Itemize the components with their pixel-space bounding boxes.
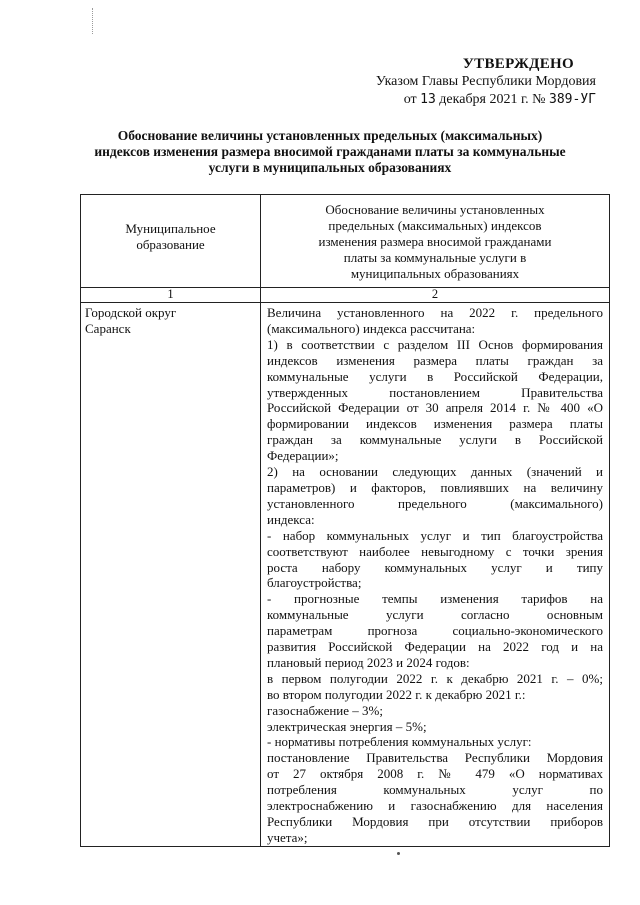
justification-line: индексов изменения размера платы граждан за [267,352,603,368]
justification-line: формировании индексов изменения размера платы [267,416,603,432]
decree-number: 389-УГ [549,92,596,107]
approval-date [376,91,596,109]
justification-line: во втором полугодии 2022 г. к декабрю 2021 г.: [267,686,526,702]
justification-line: плановый период 2023 и 2024 годов: [267,654,470,670]
scan-artifact [92,8,95,34]
justification-line: коммунальные услуги согласно основным [267,607,603,623]
justification-text [267,305,603,846]
justification-line: параметров) и факторов, повлиявших на величину [267,479,603,495]
justification-line: электроснабжению и газоснабжению для населения [267,798,603,814]
column-number-row [81,288,610,303]
justification-line: Величина установленного на 2022 г. предельного [267,305,603,320]
document-title [70,128,590,176]
justification-line: - набор коммунальных услуг и тип благоустройства [267,527,603,543]
justification-line: потребления коммунальных услуг по [267,782,603,798]
table-header-row [81,195,610,288]
header-justification [261,195,610,288]
approval-decree: Указом Главы Республики Мордовия [375,74,596,89]
municipality-name: Городской округ [85,305,177,320]
justification-line: коммунальные услуги в Российской Федерации, [267,368,603,384]
title-line: Обоснование величины установленных предельных (максимальных) [117,128,543,143]
approval-stamp [376,56,596,109]
justification-line: граждан за коммунальные услуги в Российской [267,432,603,448]
justification-line: соответствуют наиболее невыгодному с точки зрения [267,543,603,559]
justification-table [80,194,610,847]
justification-line: установленного предельного (максимального) [267,495,603,511]
justification-line: (максимального) индекса рассчитана: [267,320,476,336]
approval-heading: УТВЕРЖДЕНО [462,56,574,72]
header-text: муниципальных образованиях [350,266,520,281]
title-line: услуги в муниципальных образованиях [208,160,452,175]
justification-line: 1) в соответствии с разделом III Основ формирования [267,336,603,352]
header-text: изменения размера вносимой гражданами [318,234,552,249]
header-text: образование [136,237,205,252]
justification-line: Российской Федерации от 30 апреля 2014 г. № 400 «О [267,400,603,416]
date-day: 13 [420,92,436,107]
table-row [81,303,610,847]
justification-line: - прогнозные темпы изменения тарифов на [267,591,603,607]
column-number: 1 [81,288,261,303]
justification-line: учета»; [267,829,308,845]
justification-cell [261,303,610,847]
justification-line: благоустройства; [267,575,362,591]
title-line: индексов изменения размера вносимой гражданами платы за коммунальные [94,144,566,159]
column-number: 2 [261,288,610,303]
municipality-name: Саранск [85,321,131,336]
justification-line: электрическая энергия – 5%; [267,718,427,734]
header-text: Муниципальное [125,221,216,236]
date-rest: декабря 2021 г. № [439,92,546,107]
justification-line: 2) на основании следующих данных (значений и [267,464,603,480]
justification-line: параметрам прогноза социально-экономического [267,623,603,639]
justification-line: постановление Правительства Республики Мордовия [267,750,603,766]
justification-line: от 27 октября 2008 г. № 479 «О нормативах [267,766,603,782]
justification-line: в первом полугодии 2022 г. к декабрю 2021 г. – 0%; [267,670,603,686]
municipality-cell [81,303,261,847]
header-text: платы за коммунальные услуги в [343,250,527,265]
justification-line: Республики Мордовия при отсутствии приборов [267,814,603,829]
justification-line: индекса: [267,511,315,527]
scan-dot [397,852,400,855]
date-prefix: от [403,92,417,107]
header-text: предельных (максимальных) индексов [328,218,542,233]
justification-line: утвержденных постановлением Правительства [267,384,603,400]
justification-line: Федерации»; [267,448,339,464]
justification-line: газоснабжение – 3%; [267,702,383,718]
header-municipality [81,195,261,288]
justification-line: развития Российской Федерации на 2022 год и на [267,639,603,655]
header-text: Обоснование величины установленных [325,202,545,217]
justification-line: роста набору коммунальных услуг и типу [267,559,603,575]
justification-line: - нормативы потребления коммунальных услуг: [267,734,532,750]
